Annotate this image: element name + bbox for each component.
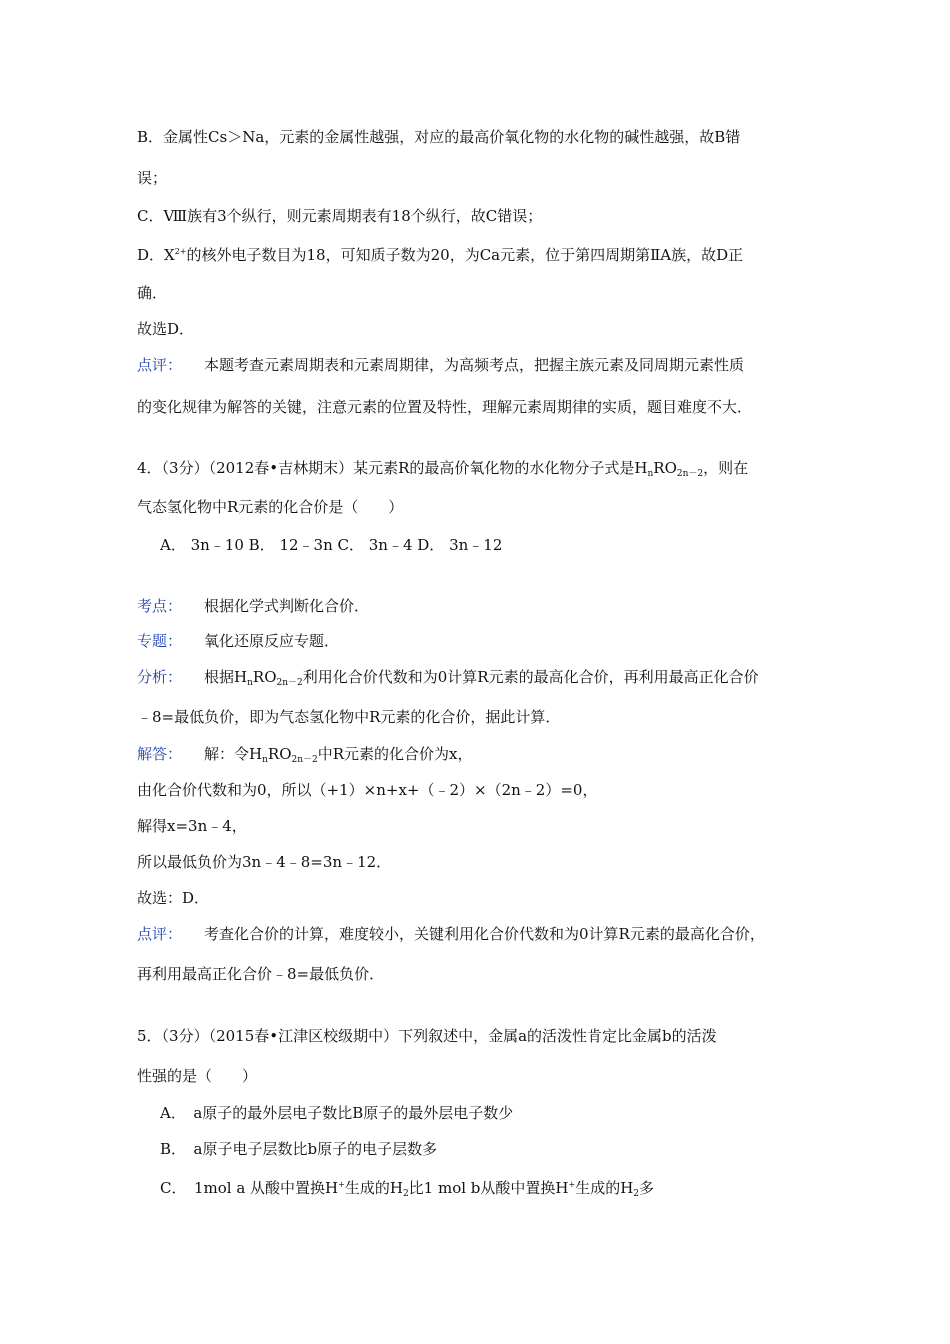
q4-jieda-line2: 由化合价代数和为0，所以（+1）×n+x+（﹣2）×（2n﹣2）=0，: [137, 781, 598, 799]
kaodian-label: 考点：: [137, 597, 183, 615]
q4-fenxi-line2: ﹣8=最低负价，即为气态氢化物中R元素的化合价，据此计算．: [137, 708, 561, 726]
q4-dianping-line1: 点评： 考查化合价的计算，难度较小，关键利用化合价代数和为0计算R元素的最高化合价，: [137, 925, 765, 943]
option-c-explanation: C．Ⅷ族有3个纵行，则元素周期表有18个纵行，故C错误；: [137, 207, 543, 225]
question-5-option-b: B． a原子电子层数比b原子的电子层数多: [160, 1140, 438, 1158]
question-4-options: A． 3n﹣10 B． 12﹣3n C． 3n﹣4 D． 3n﹣12: [160, 536, 503, 554]
question-5-stem-line1: 5．（3分）（2015春•江津区校级期中）下列叙述中，金属a的活泼性肯定比金属b的活泼: [137, 1027, 717, 1045]
q4-kaodian: 考点： 根据化学式判断化合价．: [137, 597, 370, 615]
q4-zhuanti: 专题： 氧化还原反应专题．: [137, 632, 340, 650]
option-b-explanation-line2: 误；: [137, 169, 168, 187]
question-5-option-c: C． 1mol a 从酸中置换H+生成的$H_2$比1 mol b从酸中置换H+生成的$H_2$多: [160, 1179, 655, 1199]
question-4-stem-line1: 4．（3分）（2012春•吉林期末）某元素R的最高价氧化物的水化物分子式是$H_nRO_{2n-2}$，则在: [137, 459, 749, 479]
previous-comment-line2: 的变化规律为解答的关键，注意元素的位置及特性，理解元素周期律的实质，题目难度不大．: [137, 398, 753, 416]
q4-jieda-line4: 所以最低负价为3n﹣4﹣8=3n﹣12．: [137, 853, 392, 871]
q4-jieda-line3: 解得x=3n﹣4，: [137, 817, 247, 835]
previous-answer: 故选D．: [137, 320, 195, 338]
q4-jieda-line5: 故选：D．: [137, 889, 210, 907]
question-4-stem-line2: 气态氢化物中R元素的化合价是（ ）: [137, 498, 404, 516]
jieda-label: 解答：: [137, 745, 183, 763]
option-d-explanation-line1: D．$X^{2+}$的核外电子数目为18，可知质子数为20，为Ca元素，位于第四周期第ⅡA族，故D正: [137, 246, 744, 264]
comment-label: 点评：: [137, 356, 183, 374]
fenxi-label: 分析：: [137, 668, 183, 686]
q4-fenxi-line1: 分析： 根据$H_nRO_{2n-2}$利用化合价代数和为0计算R元素的最高化合价，再利用最高正化合价: [137, 668, 759, 688]
question-5-option-a: A． a原子的最外层电子数比B原子的最外层电子数少: [160, 1104, 514, 1122]
option-b-explanation-line1: B．金属性Cs＞Na，元素的金属性越强，对应的最高价氧化物的水化物的碱性越强，故B错: [137, 128, 741, 146]
option-d-explanation-line2: 确．: [137, 284, 168, 302]
previous-comment-line1: 点评： 本题考查元素周期表和元素周期律，为高频考点，把握主族元素及同周期元素性质: [137, 356, 745, 374]
dianping-label: 点评：: [137, 925, 183, 943]
zhuanti-label: 专题：: [137, 632, 183, 650]
question-5-stem-line2: 性强的是（ ）: [137, 1067, 258, 1085]
q4-dianping-line2: 再利用最高正化合价﹣8=最低负价．: [137, 965, 385, 983]
q4-jieda-line1: 解答： 解：令$H_nRO_{2n-2}$中R元素的化合价为x，: [137, 745, 473, 765]
